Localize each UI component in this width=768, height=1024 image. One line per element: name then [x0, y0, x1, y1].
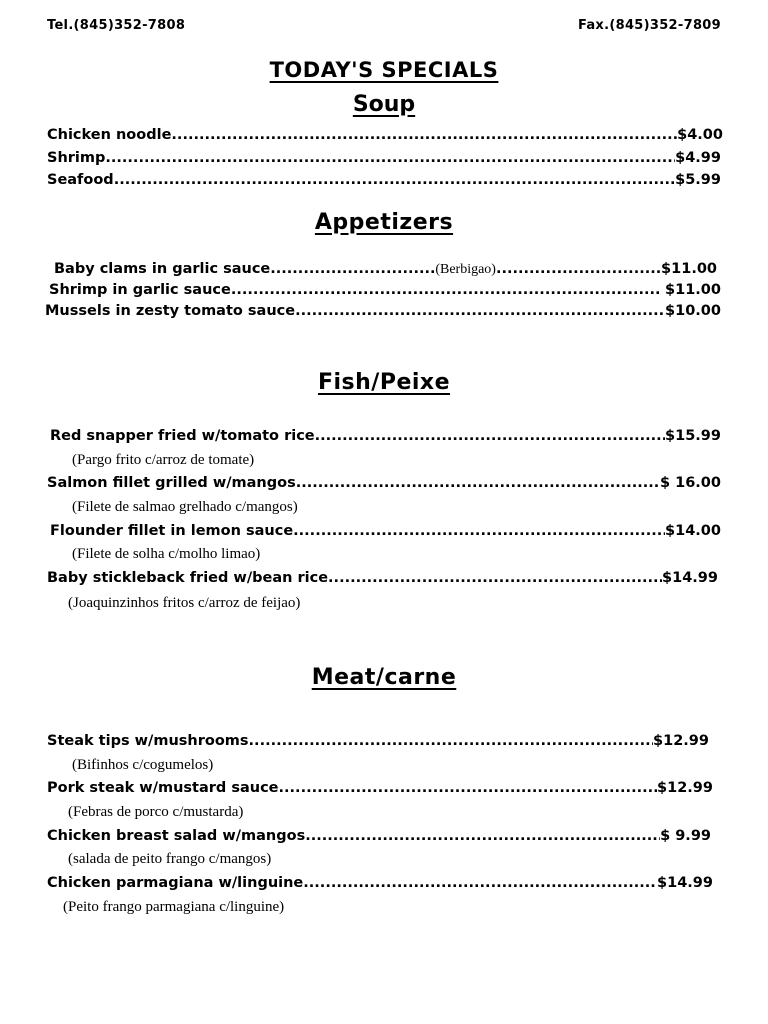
dot-leader	[114, 170, 675, 190]
menu-item	[47, 125, 723, 145]
item-price: $14.00	[665, 523, 721, 539]
dot-leader	[305, 826, 660, 846]
item-price: $14.99	[657, 875, 713, 891]
phone-number: Tel.(845)352-7808	[47, 18, 186, 33]
item-price: $11.00	[665, 282, 721, 298]
item-price: $15.99	[665, 428, 721, 444]
menu-item	[45, 301, 721, 321]
item-note: (Berbigao)	[435, 262, 496, 277]
dot-leader	[496, 259, 661, 279]
section-title-appetizers	[0, 210, 768, 235]
item-name: Baby stickleback fried w/bean rice	[47, 570, 329, 586]
item-name: Shrimp	[47, 150, 106, 166]
dot-leader	[303, 873, 657, 893]
dot-leader	[328, 568, 662, 588]
dot-leader	[105, 148, 675, 168]
item-name: Baby clams in garlic sauce	[54, 261, 271, 277]
menu-item	[47, 170, 721, 190]
menu-item	[54, 259, 717, 279]
item-translation: (Joaquinzinhos fritos c/arroz de feijao)	[68, 595, 301, 611]
item-price: $14.99	[662, 570, 718, 586]
dot-leader	[270, 259, 435, 279]
section-title-appetizers-text: Appetizers	[314, 210, 454, 235]
item-price: $ 9.99	[660, 828, 711, 844]
item-name: Flounder fillet in lemon sauce	[50, 523, 294, 539]
menu-item	[47, 473, 721, 493]
item-price: $4.99	[675, 150, 721, 166]
item-name: Steak tips w/mushrooms	[47, 733, 249, 749]
menu-item	[47, 826, 711, 846]
item-name: Shrimp in garlic sauce	[49, 282, 231, 298]
item-translation: (Filete de salmao grelhado c/mangos)	[72, 499, 298, 515]
dot-leader	[231, 280, 659, 300]
section-title-meat-text: Meat/carne	[311, 665, 457, 690]
menu-item	[49, 280, 721, 300]
item-translation: (salada de peito frango c/mangos)	[68, 851, 272, 867]
item-translation: (Febras de porco c/mustarda)	[68, 804, 244, 820]
item-name: Seafood	[47, 172, 114, 188]
dot-leader	[279, 778, 658, 798]
item-price: $ 16.00	[659, 475, 721, 491]
page-title-text: TODAY'S SPECIALS	[269, 58, 499, 82]
item-translation: (Peito frango parmagiana c/linguine)	[63, 899, 285, 915]
item-name: Chicken breast salad w/mangos	[47, 828, 306, 844]
menu-item	[47, 778, 713, 798]
section-title-soup-text: Soup	[352, 92, 416, 117]
menu-item	[50, 426, 721, 446]
item-price: $4.00	[677, 127, 723, 143]
item-translation: (Pargo frito c/arroz de tomate)	[72, 452, 255, 468]
menu-item	[47, 873, 713, 893]
section-title-fish-text: Fish/Peixe	[317, 370, 451, 395]
section-title-soup	[0, 92, 768, 117]
dot-leader	[249, 731, 653, 751]
menu-item	[47, 568, 718, 588]
section-title-meat	[0, 665, 768, 690]
menu-item	[47, 148, 721, 168]
item-name: Red snapper fried w/tomato rice	[50, 428, 315, 444]
item-price: $11.00	[661, 261, 718, 277]
item-translation: (Filete de solha c/molho limao)	[72, 546, 261, 562]
dot-leader	[171, 125, 677, 145]
item-name: Salmon fillet grilled w/mangos	[47, 475, 296, 491]
dot-leader	[296, 473, 660, 493]
item-price: $12.99	[657, 780, 713, 796]
page-title	[0, 58, 768, 82]
item-price: $5.99	[675, 172, 721, 188]
item-name: Chicken parmagiana w/linguine	[47, 875, 304, 891]
menu-item	[50, 521, 721, 541]
dot-leader	[315, 426, 665, 446]
item-name: Pork steak w/mustard sauce	[47, 780, 279, 796]
menu-item	[47, 731, 709, 751]
item-name: Chicken noodle	[47, 127, 172, 143]
item-name: Mussels in zesty tomato sauce	[45, 303, 296, 319]
dot-leader	[293, 521, 665, 541]
dot-leader	[295, 301, 665, 321]
item-translation: (Bifinhos c/cogumelos)	[72, 757, 214, 773]
fax-number: Fax.(845)352-7809	[577, 18, 721, 33]
item-price: $10.00	[665, 303, 721, 319]
item-price: $12.99	[653, 733, 709, 749]
section-title-fish	[0, 370, 768, 395]
